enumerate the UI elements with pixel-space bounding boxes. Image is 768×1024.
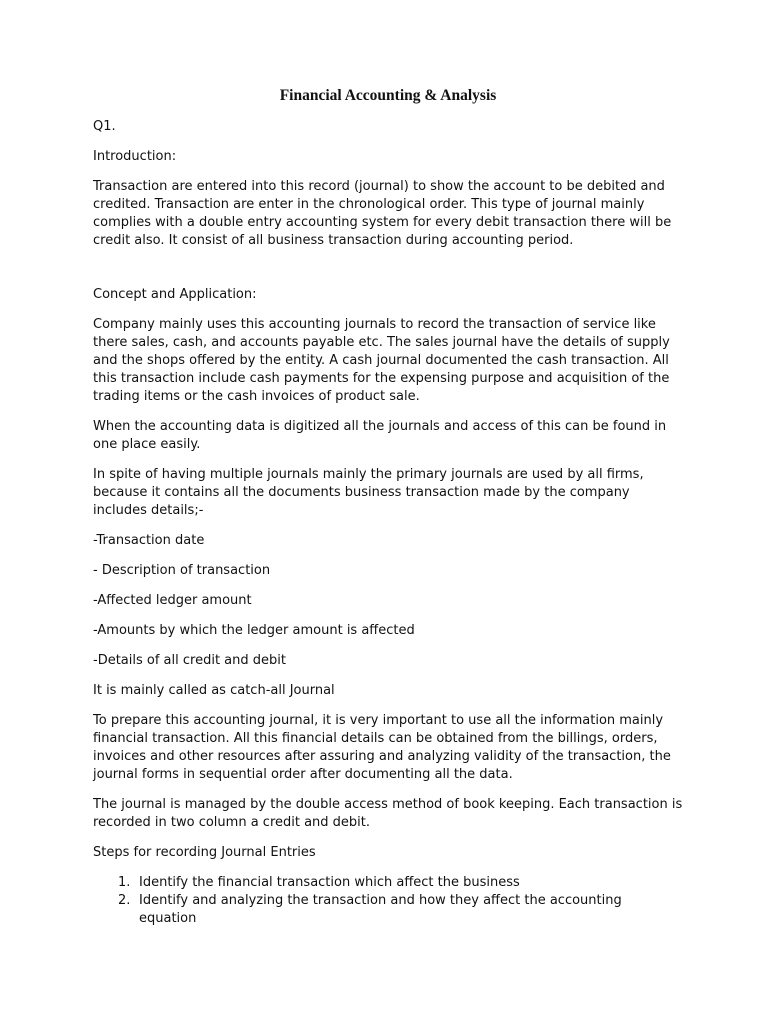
document-body [93,118,683,928]
concept-heading: Concept and Application: [93,287,257,302]
detail-item: - Description of transaction [93,563,271,578]
detail-item: -Transaction date [93,533,205,548]
catch-all-line: It is mainly called as catch-all Journal [93,683,335,698]
detail-item: -Affected ledger amount [93,593,252,608]
step-text: Identify and analyzing the transaction and how they affect the accounting equation [139,893,622,926]
concept-paragraph-3: In spite of having multiple journals mainly the primary journals are used by all firms, because it contains all the documents business transaction made by the company includes details;- [93,467,644,518]
question-label: Q1. [93,119,116,134]
intro-paragraph: Transaction are entered into this record (journal) to show the account to be debited and credited. Transaction are enter in the chronological order. This type of journal mainly complies with a double entry accounting system for every debit transaction there will be credit also. It consist of all business transaction during accounting period. [93,179,672,248]
step-number: 2. [118,893,131,908]
document-title: Financial Accounting & Analysis [279,87,497,104]
prepare-paragraph: To prepare this accounting journal, it is very important to use all the information mainly financial transaction. All this financial details can be obtained from the billings, orders, invoices and other resources after assuring and analyzing validity of the transaction, the journal forms in sequential order after documenting all the data. [93,713,671,782]
step-number: 1. [118,875,131,890]
steps-heading: Steps for recording Journal Entries [93,845,316,860]
steps-list [93,874,683,928]
detail-item: -Details of all credit and debit [93,653,286,668]
step-item [93,874,683,892]
step-text: Identify the financial transaction which affect the business [139,875,520,890]
intro-heading: Introduction: [93,149,177,164]
concept-paragraph-1: Company mainly uses this accounting journals to record the transaction of service like there sales, cash, and accounts payable etc. The sales journal have the details of supply and the shops offered by the entity. A cash journal documented the cash transaction. All this transaction include cash payments for the expensing purpose and acquisition of the trading items or the cash invoices of product sale. [93,317,670,404]
concept-paragraph-2: When the accounting data is digitized all the journals and access of this can be found in one place easily. [93,419,667,452]
step-item [93,892,683,928]
double-entry-paragraph: The journal is managed by the double access method of book keeping. Each transaction is recorded in two column a credit and debit. [93,797,683,830]
detail-item: -Amounts by which the ledger amount is affected [93,623,415,638]
